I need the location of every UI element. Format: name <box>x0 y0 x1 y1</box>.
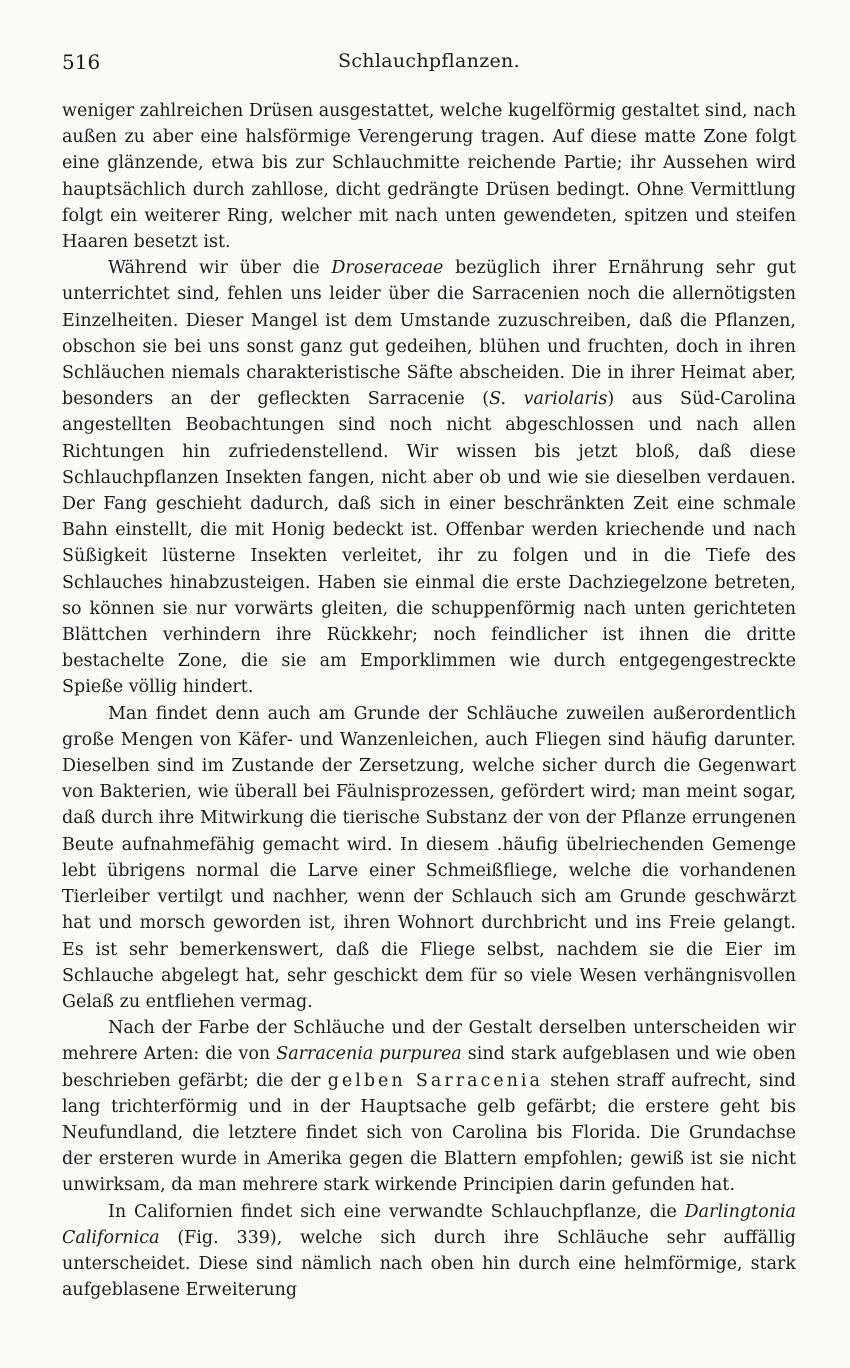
spaced-emphasis: gelben Sarracenia <box>327 1070 543 1091</box>
paragraph-5 <box>62 1199 796 1304</box>
page-header <box>62 50 796 78</box>
taxon-name: S. variolaris <box>489 389 608 410</box>
paragraph-2 <box>62 255 796 700</box>
paragraph-text: bezüglich ihrer Ernährung sehr gut unterrichtet sind, fehlen uns leider über die Sarracenien noch die allernötigsten Einzelheiten. Dieser Mangel ist dem Umstande zuzuschreiben, daß die Pflanzen, obschon sie bei uns sonst ganz gut gedeihen, blühen und fruchten, doch in ihren Schläuchen niemals charakteristische Säfte abscheiden. Die in ihrer Heimat aber, besonders an der gefleckten Sarracenie ( <box>62 258 796 410</box>
paragraph-text: Während wir über die <box>108 258 332 279</box>
taxon-name: Droseraceae <box>331 258 444 279</box>
running-title: Schlauchpflanzen. <box>338 50 520 72</box>
taxon-name: Darlingtonia Californica <box>62 1201 796 1248</box>
paragraph-text: sind stark aufgeblasen und wie oben beschrieben gefärbt; die der <box>62 1044 797 1091</box>
paragraph-text: Man findet denn auch am Grunde der Schläuche zuweilen außerordentlich große Mengen von Käfer- und Wanzenleichen, auch Fliegen sind häufig darunter. Dieselben sind im Zustande der Zersetzung, welche sicher durch die Gegenwart von Bakterien, wie überall bei Fäulnisprozessen, gefördert wird; man meint sogar, daß durch ihre Mitwirkung die tierische Substanz der von der Pflanze errungenen Beute aufnahmefähig gemacht wird. In diesem .häufig übelriechenden Gemenge lebt übrigens normal die Larve einer Schmeißfliege, welche die vorhandenen Tierleiber vertilgt und nachher, wenn der Schlauch sich am Grunde geschwärzt hat und morsch geworden ist, ihren Wohnort durchbricht und ins Freie gelangt. Es ist sehr bemerkenswert, daß die Fliege selbst, nachdem sie die Eier im Schlauche abgelegt hat, sehr geschickt dem für so viele Wesen verhängnisvollen Gelaß zu entfliehen vermag. <box>62 703 796 1012</box>
paragraph-text: weniger zahlreichen Drüsen ausgestattet, welche kugelförmig gestaltet sind, nach außen zu aber eine halsförmige Verengerung tragen. Auf diese matte Zone folgt eine glänzende, etwa bis zur Schlauchmitte reichende Partie; ihr Aussehen wird hauptsächlich durch zahllose, dicht gedrängte Drüsen bedingt. Ohne Vermittlung folgt ein weiterer Ring, welcher mit nach unten gewendeten, spitzen und steifen Haaren besetzt ist. <box>62 101 796 253</box>
paragraph-3 <box>62 701 796 1015</box>
paragraph-text: In Californien findet sich eine verwandte Schlauchpflanze, die <box>108 1201 685 1222</box>
paragraph-text: stehen straff aufrecht, sind lang trichterförmig und in der Hauptsache gelb gefärbt; die erstere geht bis Neufundland, die letztere findet sich von Carolina bis Florida. Die Grundachse der ersteren wurde in Amerika gegen die Blattern empfohlen; gewiß ist sie nicht unwirksam, da man mehrere stark wirkende Principien darin gefunden hat. <box>62 1070 796 1196</box>
paragraph-text: Nach der Farbe der Schläuche und der Gestalt derselben unterscheiden wir mehrere Arten: die von <box>62 1018 796 1065</box>
page-body <box>62 98 796 1303</box>
paragraph-text: (Fig. 339), welche sich durch ihre Schläuche sehr auffällig unterscheidet. Diese sind nämlich nach oben hin durch eine helmförmige, stark aufgeblasene Erweiterung <box>62 1227 796 1301</box>
taxon-name: Sarracenia purpurea <box>276 1044 462 1065</box>
paragraph-text: ) aus Süd-Carolina angestellten Beobachtungen sind noch nicht abgeschlossen und nach allen Richtungen hin zufriedenstellend. Wir wissen bis jetzt bloß, daß diese Schlauchpflanzen Insekten fangen, nicht aber ob und wie sie dieselben verdauen. Der Fang geschieht dadurch, daß sich in einer beschränkten Zeit eine schmale Bahn einstellt, die mit Honig bedeckt ist. Offenbar werden kriechende und nach Süßigkeit lüsterne Insekten verleitet, ihr zu folgen und in die Tiefe des Schlauches hinabzusteigen. Haben sie einmal die erste Dachziegelzone betreten, so können sie nur vorwärts gleiten, die schuppenförmig nach unten gerichteten Blättchen verhindern ihre Rückkehr; noch feindlicher ist ihnen die dritte bestachelte Zone, die sie am Emporklimmen wie durch entgegengestreckte Spieße völlig hindert. <box>62 389 796 698</box>
page-number: 516 <box>62 50 101 74</box>
paragraph-4 <box>62 1015 796 1198</box>
paragraph-1 <box>62 98 796 255</box>
